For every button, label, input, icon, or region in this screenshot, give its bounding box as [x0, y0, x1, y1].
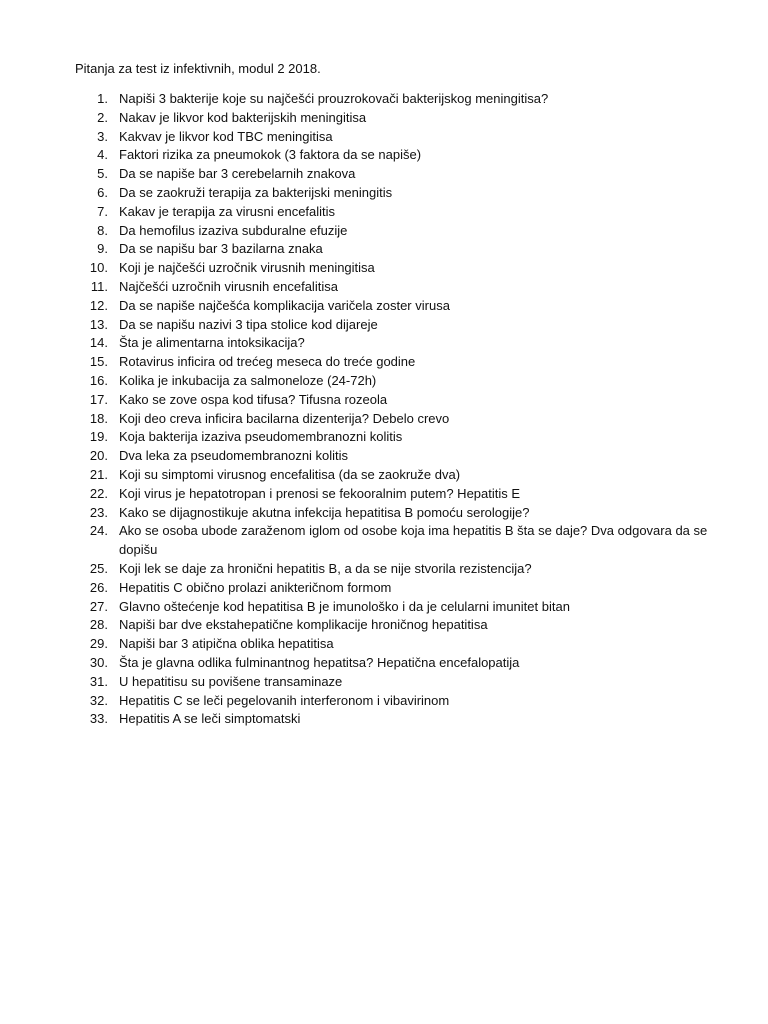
question-text: Hepatitis C se leči pegelovanih interferonom i vibavirinom — [119, 692, 450, 708]
question-text: Da se napišu bar 3 bazilarna znaka — [119, 241, 323, 257]
question-item — [0, 259, 768, 278]
question-number: 30. — [89, 654, 108, 670]
question-number: 3. — [97, 128, 108, 144]
question-text: Koji je najčešći uzročnik virusnih meningitisa — [119, 260, 375, 276]
question-number: 18. — [89, 410, 108, 426]
question-item — [0, 410, 768, 429]
question-number: 4. — [97, 147, 108, 163]
question-item — [0, 128, 768, 147]
document-title: Pitanja za test iz infektivnih, modul 2 2018. — [75, 61, 321, 76]
question-number: 21. — [89, 466, 108, 482]
question-item — [0, 485, 768, 504]
question-text: Rotavirus inficira od trećeg meseca do treće godine — [119, 354, 416, 370]
question-item — [0, 316, 768, 335]
question-text: Napiši bar dve ekstahepatične komplikacije hroničnog hepatitisa — [119, 617, 488, 633]
question-text: Napiši 3 bakterije koje su najčešći prouzrokovači bakterijskog meningitisa? — [119, 91, 549, 106]
question-item — [0, 673, 768, 692]
question-item — [0, 334, 768, 353]
question-text: Da hemofilus izaziva subduralne efuzije — [119, 222, 348, 238]
question-item — [0, 222, 768, 241]
question-item — [0, 428, 768, 447]
question-number: 20. — [89, 448, 108, 464]
question-text: Da se napišu nazivi 3 tipa stolice kod dijareje — [119, 316, 378, 332]
question-text: Kolika je inkubacija za salmoneloze (24-72h) — [119, 372, 377, 388]
question-item — [0, 504, 768, 523]
question-number: 12. — [89, 297, 108, 313]
question-text: Nakav je likvor kod bakterijskih meningitisa — [119, 109, 367, 125]
question-item — [0, 466, 768, 485]
question-number: 27. — [89, 598, 108, 614]
question-number: 8. — [97, 222, 108, 238]
question-text: Ako se osoba ubode zaraženom iglom od osobe koja ima hepatitis B šta se daje? Dva odgovara da se dopišu — [119, 523, 708, 558]
question-item — [0, 184, 768, 203]
question-item — [0, 654, 768, 673]
question-text: Glavno oštećenje kod hepatitisa B je imunološko i da je celularni imunitet bitan — [119, 598, 570, 614]
question-item — [0, 522, 768, 560]
question-number: 28. — [89, 617, 108, 633]
question-text: Šta je alimentarna intoksikacija? — [119, 335, 305, 351]
question-number: 31. — [89, 673, 108, 689]
question-item — [0, 579, 768, 598]
question-number: 32. — [89, 692, 108, 708]
question-text: Kakvav je likvor kod TBC meningitisa — [119, 128, 333, 144]
question-text: Koja bakterija izaziva pseudomembranozni kolitis — [119, 429, 403, 445]
question-number: 33. — [89, 711, 108, 727]
question-item — [0, 297, 768, 316]
question-number: 15. — [89, 354, 108, 370]
question-text: Da se napiše najčešća komplikacija varičela zoster virusa — [119, 297, 450, 313]
question-number: 16. — [89, 372, 108, 388]
question-text: Kako se dijagnostikuje akutna infekcija hepatitisa B pomoću serologije? — [119, 504, 530, 520]
question-item — [0, 635, 768, 654]
question-number: 14. — [89, 335, 108, 351]
question-text: Kako se zove ospa kod tifusa? Tifusna rozeola — [119, 391, 388, 407]
question-item — [0, 560, 768, 579]
question-item — [0, 598, 768, 617]
question-item — [0, 447, 768, 466]
question-text: Hepatitis A se leči simptomatski — [119, 711, 301, 727]
question-number: 25. — [89, 560, 108, 576]
question-item — [0, 109, 768, 128]
question-number: 17. — [89, 391, 108, 407]
question-item — [0, 240, 768, 259]
question-item — [0, 278, 768, 297]
question-number: 29. — [89, 636, 108, 652]
question-number: 23. — [89, 504, 108, 520]
question-number: 10. — [89, 260, 108, 276]
question-number: 22. — [89, 485, 108, 501]
question-text: Šta je glavna odlika fulminantnog hepatitsa? Hepatična encefalopatija — [119, 654, 520, 670]
question-text: Najčešći uzročnih virusnih encefalitisa — [119, 278, 338, 294]
question-list — [0, 90, 768, 729]
question-item — [0, 391, 768, 410]
question-number: 6. — [97, 184, 108, 200]
question-text: Da se napiše bar 3 cerebelarnih znakova — [119, 166, 356, 182]
question-number: 11. — [90, 278, 108, 294]
question-number: 9. — [97, 241, 108, 257]
question-text: Koji deo creva inficira bacilarna dizenterija? Debelo crevo — [119, 410, 450, 426]
question-text: Da se zaokruži terapija za bakterijski meningitis — [119, 184, 393, 200]
question-number: 7. — [97, 203, 108, 219]
question-number: 5. — [97, 166, 108, 182]
question-item — [0, 165, 768, 184]
question-item — [0, 146, 768, 165]
question-text: Hepatitis C obično prolazi anikteričnom formom — [119, 579, 392, 595]
question-text: Napiši bar 3 atipična oblika hepatitisa — [119, 636, 334, 652]
question-item — [0, 710, 768, 729]
question-text: Koji su simptomi virusnog encefalitisa (da se zaokruže dva) — [119, 466, 461, 482]
question-text: Faktori rizika za pneumokok (3 faktora da se napiše) — [119, 147, 422, 163]
question-item — [0, 90, 768, 109]
question-text: Koji virus je hepatotropan i prenosi se fekooralnim putem? Hepatitis E — [119, 485, 521, 501]
question-item — [0, 203, 768, 222]
question-item — [0, 353, 768, 372]
question-item — [0, 692, 768, 711]
question-item — [0, 616, 768, 635]
question-number: 2. — [97, 109, 108, 125]
question-number: 24. — [89, 523, 108, 539]
question-number: 13. — [89, 316, 108, 332]
question-item — [0, 372, 768, 391]
question-text: Kakav je terapija za virusni encefalitis — [119, 203, 336, 219]
question-number: 26. — [89, 579, 108, 595]
question-text: Koji lek se daje za hronični hepatitis B, a da se nije stvorila rezistencija? — [119, 560, 532, 576]
question-text: Dva leka za pseudomembranozni kolitis — [119, 448, 349, 464]
question-number: 1. — [97, 91, 108, 106]
question-number: 19. — [89, 429, 108, 445]
question-text: U hepatitisu su povišene transaminaze — [119, 673, 343, 689]
